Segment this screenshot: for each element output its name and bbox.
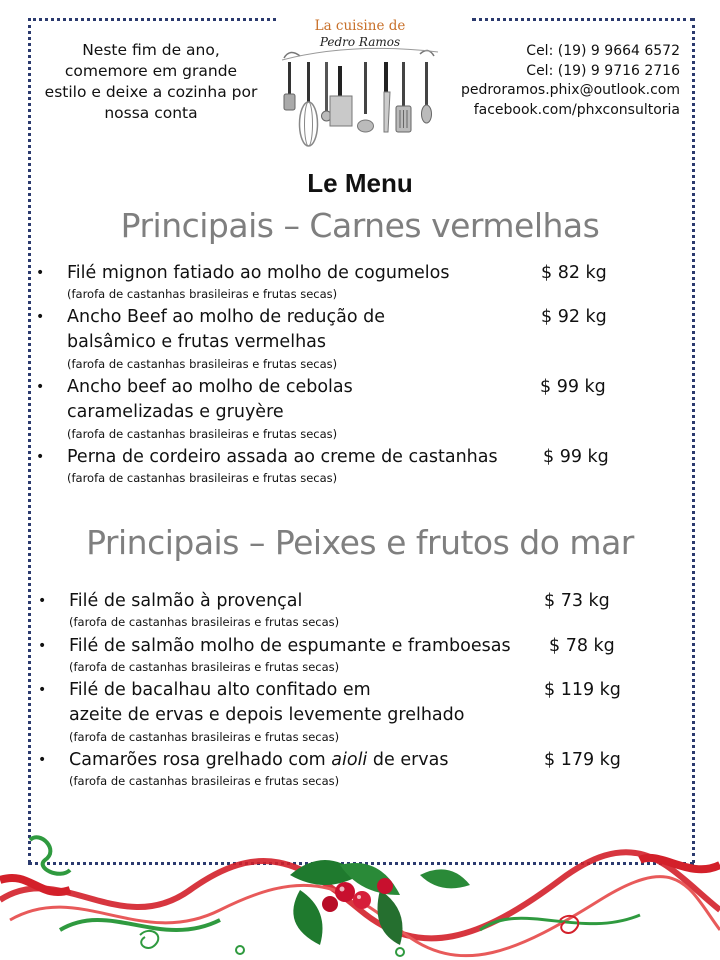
item-price: $ 82 kg xyxy=(541,263,607,283)
contact-phone: Cel: (19) 9 9664 6572 xyxy=(526,43,680,59)
contact-email[interactable]: pedroramos.phix@outlook.com xyxy=(460,82,680,98)
item-name: Ancho beef ao molho de cebolas xyxy=(67,377,353,397)
frame-left xyxy=(28,18,31,863)
christmas-ribbon-decoration xyxy=(0,820,720,960)
item-name: azeite de ervas e depois levemente grelhado xyxy=(69,705,465,725)
bullet: • xyxy=(38,593,47,609)
bullet: • xyxy=(36,265,45,281)
logo-line2: Pedro Ramos xyxy=(319,35,401,49)
menu-title: Le Menu xyxy=(307,168,413,198)
item-name: Filé de salmão à provençal xyxy=(69,591,303,611)
item-note: (farofa de castanhas brasileiras e frutas secas) xyxy=(67,357,338,371)
item-note: (farofa de castanhas brasileiras e frutas secas) xyxy=(69,660,340,674)
item-name: Perna de cordeiro assada ao creme de castanhas xyxy=(67,447,498,467)
item-price: $ 92 kg xyxy=(541,307,607,327)
logo-line1: La cuisine de xyxy=(314,18,406,34)
item-name: Ancho Beef ao molho de redução de xyxy=(67,307,385,327)
item-note: (farofa de castanhas brasileiras e frutas secas) xyxy=(69,730,340,744)
section-title: Principais – Peixes e frutos do mar xyxy=(86,523,634,562)
bullet: • xyxy=(36,449,45,465)
intro-line: estilo e deixe a cozinha por xyxy=(44,83,258,101)
item-name: balsâmico e frutas vermelhas xyxy=(67,332,326,352)
item-name: Filé de salmão molho de espumante e framboesas xyxy=(69,636,511,656)
contact-info xyxy=(400,42,680,120)
item-name-italic: aioli xyxy=(331,750,368,770)
bullet: • xyxy=(38,638,47,654)
item-note: (farofa de castanhas brasileiras e frutas secas) xyxy=(69,774,340,788)
item-name: caramelizadas e gruyère xyxy=(67,402,284,422)
item-price: $ 99 kg xyxy=(543,447,609,467)
item-price: $ 179 kg xyxy=(544,750,621,770)
frame-right xyxy=(692,18,695,863)
item-note: (farofa de castanhas brasileiras e frutas secas) xyxy=(67,471,338,485)
frame-top-left xyxy=(28,18,276,21)
bullet: • xyxy=(38,682,47,698)
contact-facebook[interactable]: facebook.com/phxconsultoria xyxy=(473,101,680,118)
item-name: Filé mignon fatiado ao molho de cogumelos xyxy=(67,263,450,283)
intro-text xyxy=(36,40,266,124)
frame-top-right xyxy=(472,18,694,21)
item-price: $ 78 kg xyxy=(549,636,615,656)
item-price: $ 73 kg xyxy=(544,591,610,611)
item-note: (farofa de castanhas brasileiras e frutas secas) xyxy=(69,615,340,629)
contact-phone: Cel: (19) 9 9716 2716 xyxy=(526,62,680,79)
item-note: (farofa de castanhas brasileiras e frutas secas) xyxy=(67,427,338,441)
bullet: • xyxy=(36,379,45,395)
intro-line: Neste fim de ano, xyxy=(82,41,220,59)
item-price: $ 99 kg xyxy=(540,377,606,397)
item-name xyxy=(69,748,448,773)
item-name-text: de ervas xyxy=(367,750,449,770)
item-note: (farofa de castanhas brasileiras e frutas secas) xyxy=(67,287,338,301)
item-name-text: Camarões rosa grelhado com xyxy=(69,750,332,770)
item-name: Filé de bacalhau alto confitado em xyxy=(69,680,371,700)
section-title: Principais – Carnes vermelhas xyxy=(120,206,600,245)
item-price: $ 119 kg xyxy=(544,680,621,700)
intro-line: nossa conta xyxy=(104,104,198,122)
bullet: • xyxy=(38,752,47,768)
bullet: • xyxy=(36,309,45,325)
intro-line: comemore em grande xyxy=(64,62,238,80)
